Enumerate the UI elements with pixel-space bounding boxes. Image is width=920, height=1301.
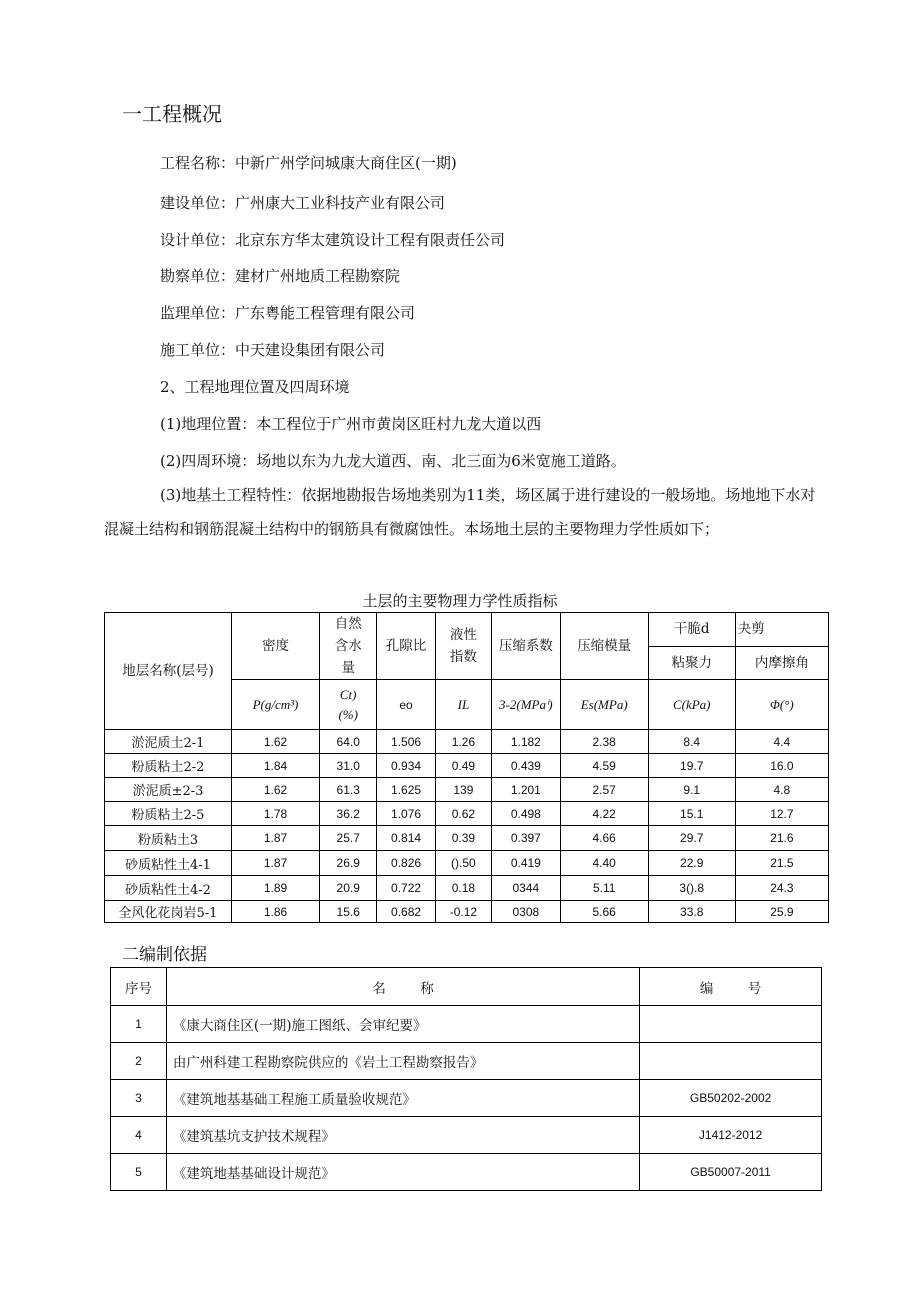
soil-value-cell: 0.722: [377, 876, 435, 901]
soil-value-cell: 9.1: [648, 778, 735, 802]
water-content-header: 自然含水量: [320, 613, 377, 680]
soil-value-cell: 4.66: [560, 826, 648, 851]
soil-layer-name: 粉质粘土3: [105, 826, 232, 851]
soil-value-cell: 15.1: [648, 802, 735, 826]
contractor-line: 施工单位：中天建设集团有限公司: [160, 341, 386, 359]
basis-row: [111, 1006, 822, 1043]
friction-angle-header: 内摩擦角: [735, 646, 828, 680]
soil-value-cell: 1.84: [231, 754, 319, 778]
soil-value-cell: 12.7: [735, 802, 828, 826]
survey-unit-line: 勘察单位：建材广州地质工程勘察院: [160, 267, 401, 285]
soil-value-cell: 1.89: [231, 876, 319, 901]
soil-value-cell: 1.62: [231, 730, 319, 754]
basis-code: GB50202-2002: [640, 1080, 822, 1117]
soil-value-cell: 0.18: [435, 876, 491, 901]
basis-name: 《建筑基坑支护技术规程》: [166, 1117, 639, 1154]
soil-value-cell: 16.0: [735, 754, 828, 778]
basis-name: 由广州科建工程勘察院供应的《岩土工程勘察报告》: [166, 1043, 639, 1080]
soil-value-cell: ().50: [435, 851, 491, 876]
soil-value-cell: 1.506: [377, 730, 435, 754]
basis-row: [111, 1117, 822, 1154]
soil-value-cell: 1.86: [231, 901, 319, 923]
soil-value-cell: 0.419: [492, 851, 561, 876]
soil-value-cell: 0.49: [435, 754, 491, 778]
soil-layer-name: 粉质粘土2-2: [105, 754, 232, 778]
soil-value-cell: 33.8: [648, 901, 735, 923]
basis-code: J1412-2012: [640, 1117, 822, 1154]
location-heading: 2、工程地理位置及四周环境: [160, 378, 350, 396]
soil-value-cell: 15.6: [320, 901, 377, 923]
quick-shear-header: 夬剪: [735, 613, 828, 647]
soil-value-cell: 1.78: [231, 802, 319, 826]
soil-value-cell: 21.5: [735, 851, 828, 876]
soil-layer-name: 淤泥质±2-3: [105, 778, 232, 802]
soil-layer-name: 砂质粘性土4-2: [105, 876, 232, 901]
basis-index: 2: [111, 1043, 167, 1080]
soil-value-cell: 2.57: [560, 778, 648, 802]
basis-table: [110, 967, 822, 1191]
basis-index: 3: [111, 1080, 167, 1117]
soil-value-cell: 0.397: [492, 826, 561, 851]
soil-properties-paragraph: (3)地基土工程特性：依据地勘报告场地类别为11类，场区属于进行建设的一般场地。场地地下水对混凝土结构和钢筋混凝土结构中的钢筋具有微腐蚀性。本场地土层的主要物理力学性质如下；: [104, 486, 816, 538]
soil-value-cell: 4.22: [560, 802, 648, 826]
soil-value-cell: 25.9: [735, 901, 828, 923]
soil-value-cell: 36.2: [320, 802, 377, 826]
liquidity-index-header: 液性指数: [435, 613, 491, 680]
soil-value-cell: 0308: [492, 901, 561, 923]
soil-row: [105, 778, 829, 802]
soil-value-cell: 5.66: [560, 901, 648, 923]
dry-shear-header: 干脆d: [648, 613, 735, 647]
soil-value-cell: -0.12: [435, 901, 491, 923]
construction-unit-line: 建设单位：广州康大工业科技产业有限公司: [160, 194, 446, 212]
basis-table-body: [111, 1006, 822, 1191]
soil-value-cell: 0.934: [377, 754, 435, 778]
soil-table-body: [105, 730, 829, 923]
void-ratio-unit: eo: [377, 680, 435, 730]
soil-value-cell: 4.40: [560, 851, 648, 876]
soil-value-cell: 20.9: [320, 876, 377, 901]
compression-coef-unit: 3-2(MPaⁱ): [492, 680, 561, 730]
soil-value-cell: 1.87: [231, 826, 319, 851]
soil-value-cell: 2.38: [560, 730, 648, 754]
basis-name: 《康大商住区(一期)施工图纸、会审纪要》: [166, 1006, 639, 1043]
soil-value-cell: 24.3: [735, 876, 828, 901]
basis-name: 《建筑地基基础设计规范》: [166, 1154, 639, 1191]
soil-value-cell: 64.0: [320, 730, 377, 754]
soil-layer-name: 全风化花岗岩5-1: [105, 901, 232, 923]
soil-value-cell: 22.9: [648, 851, 735, 876]
soil-value-cell: 1.201: [492, 778, 561, 802]
soil-value-cell: 0344: [492, 876, 561, 901]
layer-name-header: 地层名称(层号): [105, 613, 232, 730]
cohesion-unit: C(kPa): [648, 680, 735, 730]
soil-row: [105, 754, 829, 778]
compression-coef-header: 压缩系数: [492, 613, 561, 680]
cohesion-header: 粘聚力: [648, 646, 735, 680]
soil-value-cell: 61.3: [320, 778, 377, 802]
soil-value-cell: 0.62: [435, 802, 491, 826]
project-name-line: 工程名称：中新广州学问城康大商住区(一期): [160, 154, 457, 172]
soil-value-cell: 0.39: [435, 826, 491, 851]
soil-row: [105, 802, 829, 826]
basis-name: 《建筑地基基础工程施工质量验收规范》: [166, 1080, 639, 1117]
soil-layer-name: 粉质粘土2-5: [105, 802, 232, 826]
soil-value-cell: 139: [435, 778, 491, 802]
section-title-basis: 二编制依据: [122, 945, 207, 965]
basis-row: [111, 1043, 822, 1080]
soil-value-cell: 1.26: [435, 730, 491, 754]
geo-location-line: (1)地理位置：本工程位于广州市黄岗区旺村九龙大道以西: [160, 415, 542, 433]
soil-row: [105, 876, 829, 901]
soil-value-cell: 0.826: [377, 851, 435, 876]
soil-value-cell: 29.7: [648, 826, 735, 851]
soil-value-cell: 1.076: [377, 802, 435, 826]
soil-row: [105, 851, 829, 876]
section-title-overview: 一工程概况: [122, 102, 222, 126]
density-header: 密度: [231, 613, 319, 680]
basis-row: [111, 1080, 822, 1117]
soil-row: [105, 901, 829, 923]
soil-value-cell: 4.8: [735, 778, 828, 802]
compression-modulus-header: 压缩模量: [560, 613, 648, 680]
soil-value-cell: 0.439: [492, 754, 561, 778]
basis-index: 4: [111, 1117, 167, 1154]
basis-code-header: 编 号: [640, 968, 822, 1006]
soil-layer-name: 淤泥质土2-1: [105, 730, 232, 754]
soil-value-cell: 0.498: [492, 802, 561, 826]
soil-value-cell: 21.6: [735, 826, 828, 851]
soil-value-cell: 1.87: [231, 851, 319, 876]
basis-index-header: 序号: [111, 968, 167, 1006]
soil-layer-name: 砂质粘性土4-1: [105, 851, 232, 876]
soil-properties-table: [104, 612, 829, 923]
friction-angle-unit: Φ(°): [735, 680, 828, 730]
basis-index: 1: [111, 1006, 167, 1043]
density-unit: P(g/cm³): [231, 680, 319, 730]
soil-value-cell: 26.9: [320, 851, 377, 876]
water-content-unit: Ct)(%): [320, 680, 377, 730]
liquidity-index-unit: IL: [435, 680, 491, 730]
soil-value-cell: 4.4: [735, 730, 828, 754]
basis-row: [111, 1154, 822, 1191]
soil-value-cell: 19.7: [648, 754, 735, 778]
soil-row: [105, 826, 829, 851]
soil-value-cell: 1.182: [492, 730, 561, 754]
basis-code: GB50007-2011: [640, 1154, 822, 1191]
soil-value-cell: 1.625: [377, 778, 435, 802]
soil-row: [105, 730, 829, 754]
soil-value-cell: 1.62: [231, 778, 319, 802]
supervision-unit-line: 监理单位：广东粤能工程管理有限公司: [160, 304, 416, 322]
design-unit-line: 设计单位：北京东方华太建筑设计工程有限责任公司: [160, 231, 506, 249]
void-ratio-header: 孔隙比: [377, 613, 435, 680]
basis-code: [640, 1043, 822, 1080]
basis-index: 5: [111, 1154, 167, 1191]
soil-table-caption: 土层的主要物理力学性质指标: [362, 592, 558, 610]
surroundings-line: (2)四周环境：场地以东为九龙大道西、南、北三面为6米宽施工道路。: [160, 452, 626, 470]
soil-value-cell: 0.682: [377, 901, 435, 923]
soil-value-cell: 8.4: [648, 730, 735, 754]
soil-value-cell: 3().8: [648, 876, 735, 901]
compression-modulus-unit: Es(MPa): [560, 680, 648, 730]
soil-value-cell: 5.11: [560, 876, 648, 901]
soil-value-cell: 0.814: [377, 826, 435, 851]
soil-value-cell: 25.7: [320, 826, 377, 851]
basis-code: [640, 1006, 822, 1043]
basis-name-header: 名 称: [166, 968, 639, 1006]
soil-value-cell: 4.59: [560, 754, 648, 778]
soil-value-cell: 31.0: [320, 754, 377, 778]
